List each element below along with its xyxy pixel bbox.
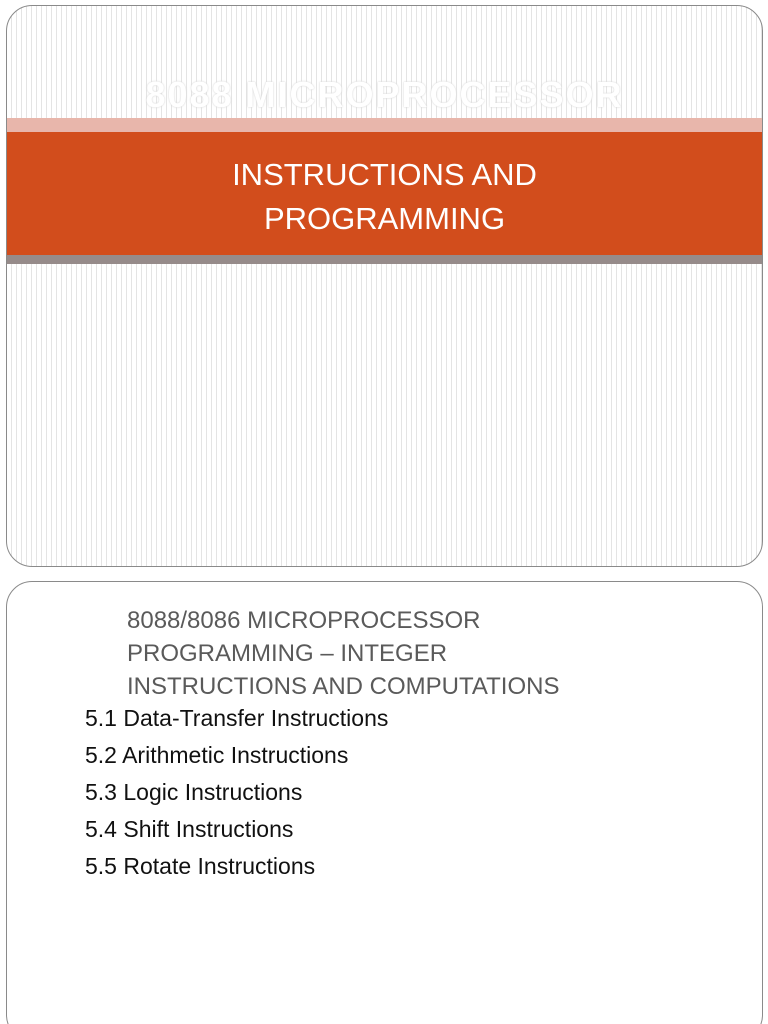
list-item: 5.2 Arithmetic Instructions bbox=[85, 742, 349, 768]
contents-heading-line-2: PROGRAMMING – INTEGER bbox=[127, 640, 448, 667]
slide-title-line-2: PROGRAMMING bbox=[263, 201, 506, 236]
contents-slide bbox=[6, 581, 763, 1024]
slide-title-line-1: INSTRUCTIONS AND bbox=[232, 157, 537, 192]
pink-accent-band bbox=[7, 118, 762, 132]
contents-heading bbox=[127, 604, 559, 703]
list-item: 5.1 Data-Transfer Instructions bbox=[85, 705, 389, 731]
list-item: 5.5 Rotate Instructions bbox=[85, 853, 316, 879]
contents-heading-line-3: INSTRUCTIONS AND COMPUTATIONS bbox=[127, 673, 560, 700]
slide-ghost-title: 8088 MICROPROCESSOR bbox=[145, 74, 624, 115]
contents-heading-line-1: 8088/8086 MICROPROCESSOR bbox=[127, 607, 481, 634]
slide-title bbox=[7, 153, 762, 241]
contents-list bbox=[85, 700, 388, 885]
title-slide bbox=[6, 5, 763, 567]
gray-accent-band bbox=[7, 255, 762, 264]
title-band bbox=[7, 132, 762, 255]
list-item: 5.4 Shift Instructions bbox=[85, 816, 294, 842]
list-item: 5.3 Logic Instructions bbox=[85, 779, 303, 805]
